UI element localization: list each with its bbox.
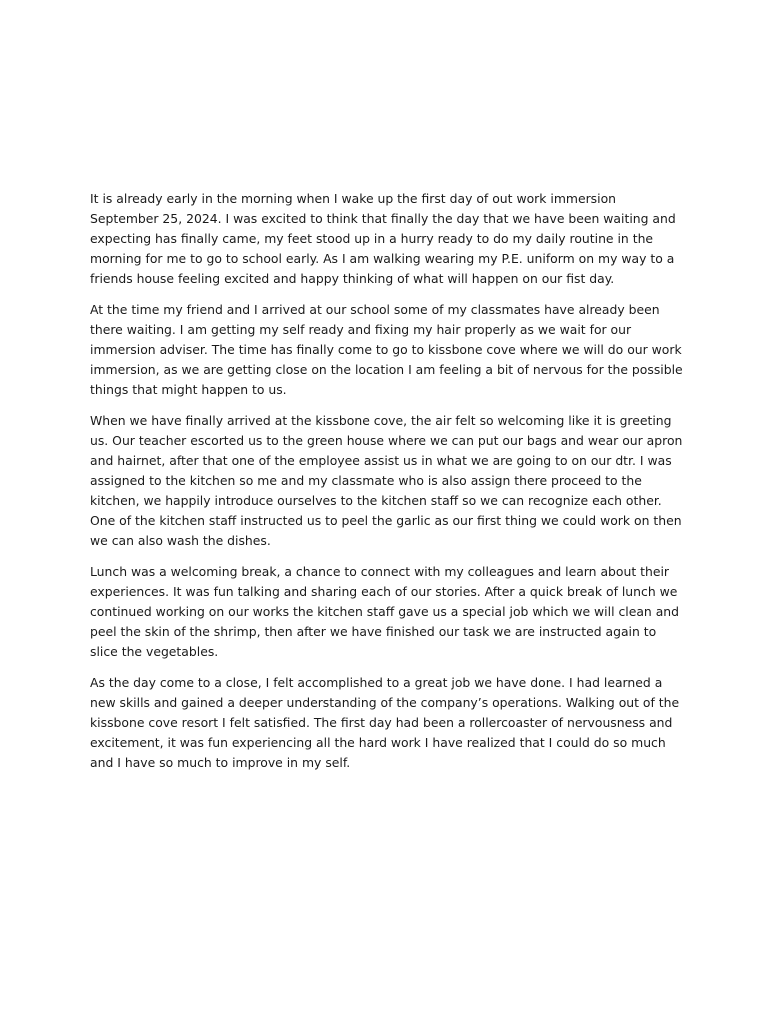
document-body — [90, 189, 686, 784]
paragraph-5: As the day come to a close, I felt accomplished to a great job we have done. I had learned a new skills and gained a deeper understanding of the company’s operations. Walking out of the kissbone cove resort I felt satisfied. The first day had been a rollercoaster of nervousness and excitement, it was fun experiencing all the hard work I have realized that I could do so much and I have so much to improve in my self. — [90, 675, 680, 770]
paragraph-2: At the time my friend and I arrived at our school some of my classmates have already been there waiting. I am getting my self ready and fixing my hair properly as we wait for our immersion adviser. The time has finally come to go to kissbone cove where we will do our work immersion, as we are getting close on the location I am feeling a bit of nervous for the possible things that might happen to us. — [90, 302, 683, 397]
paragraph-1: It is already early in the morning when I wake up the first day of out work immersion September 25, 2024. I was excited to think that finally the day that we have been waiting and expecting has finally came, my feet stood up in a hurry ready to do my daily routine in the morning for me to go to school early. As I am walking wearing my P.E. uniform on my way to a friends house feeling excited and happy thinking of what will happen on our fist day. — [90, 191, 676, 286]
paragraph-4: Lunch was a welcoming break, a chance to connect with my colleagues and learn about their experiences. It was fun talking and sharing each of our stories. After a quick break of lunch we continued working on our works the kitchen staff gave us a special job which we will clean and peel the skin of the shrimp, then after we have finished our task we are instructed again to slice the vegetables. — [90, 564, 680, 659]
paragraph-3: When we have finally arrived at the kissbone cove, the air felt so welcoming like it is greeting us. Our teacher escorted us to the green house where we can put our bags and wear our apron and hairnet, after that one of the employee assist us in what we are going to on our dtr. I was assigned to the kitchen so me and my classmate who is also assign there proceed to the kitchen, we happily introduce ourselves to the kitchen staff so we can recognize each other. One of the kitchen staff instructed us to peel the garlic as our first thing we could work on then we can also wash the dishes. — [90, 413, 683, 548]
